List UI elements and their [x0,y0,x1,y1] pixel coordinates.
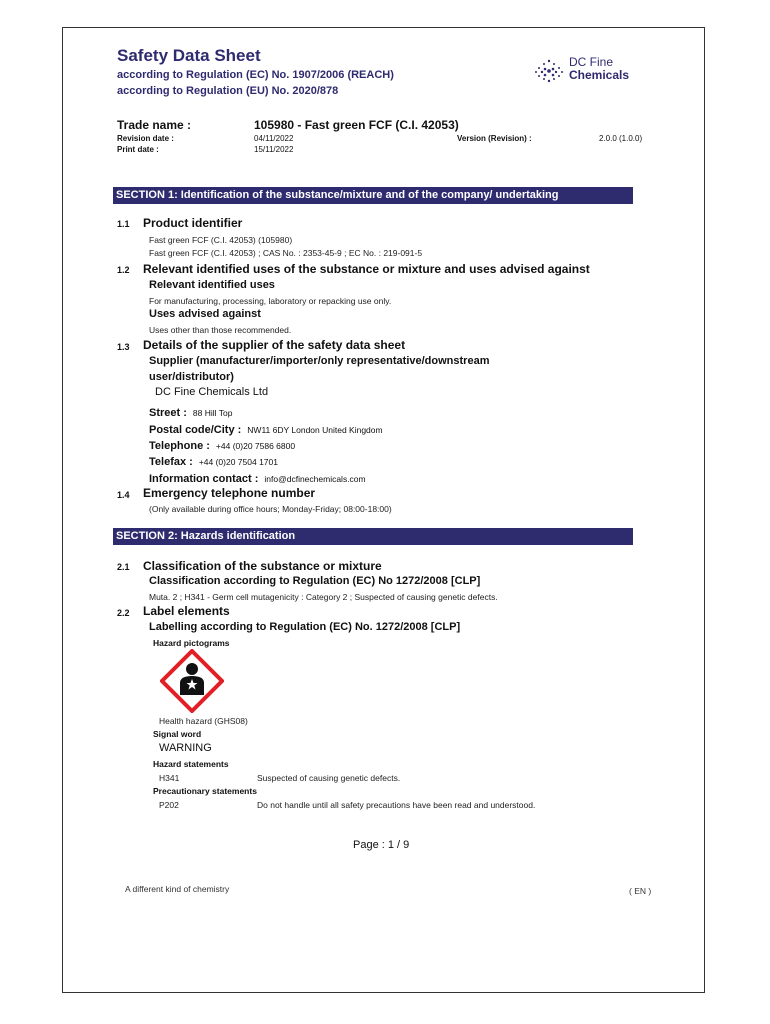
footer-language: ( EN ) [629,886,652,896]
precautionary-statements-label: Precautionary statements [153,786,257,796]
regulation-line-1: according to Regulation (EC) No. 1907/2006 (REACH) [117,69,394,81]
telefax-label: Telefax : [149,456,193,468]
section-1-3-title: Details of the supplier of the safety data sheet [143,338,406,352]
classification-heading: Classification according to Regulation (EC) No 1272/2008 [CLP] [149,575,481,587]
uses-advised-against-text: Uses other than those recommended. [149,325,292,335]
section-1-4-title: Emergency telephone number [143,486,316,500]
company-logo [533,56,653,90]
street-row [149,403,232,421]
footer-tagline: A different kind of chemistry [125,884,230,894]
emergency-hours-text: (Only available during office hours; Monday-Friday; 08:00-18:00) [149,504,392,514]
section-1-1-number: 1.1 [117,219,130,229]
postal-code-value: NW11 6DY London United Kingdom [247,425,383,435]
section-2-2-title: Label elements [143,604,230,618]
logo-text-line-2: Chemicals [569,68,630,82]
section-2-2-number: 2.2 [117,608,130,618]
signal-word-value: WARNING [159,742,212,754]
supplier-heading-line-2: user/distributor) [149,371,234,383]
product-identifier-line-1: Fast green FCF (C.I. 42053) (105980) [149,235,293,245]
relevant-uses-heading: Relevant identified uses [149,279,275,291]
telephone-label: Telephone : [149,440,210,452]
precautionary-statement-text: Do not handle until all safety precautions have been read and understood. [257,800,536,810]
section-1-header: SECTION 1: Identification of the substance/mixture and of the company/ undertaking [113,187,633,204]
postal-code-label: Postal code/City : [149,424,242,436]
telephone-value: +44 (0)20 7586 6800 [215,441,296,451]
trade-name-value: 105980 - Fast green FCF (C.I. 42053) [254,118,459,132]
hazard-statement-text: Suspected of causing genetic defects. [257,773,401,783]
telefax-value: +44 (0)20 7504 1701 [198,457,278,467]
logo-text-line-1: DC Fine [569,55,614,69]
section-1-2-title: Relevant identified uses of the substance or mixture and uses advised against [143,262,590,276]
revision-date-label: Revision date : [117,134,174,143]
logo-dots-icon [533,58,565,84]
version-label: Version (Revision) : [457,134,532,143]
hazard-statements-label: Hazard statements [153,759,229,769]
regulation-line-2: according to Regulation (EU) No. 2020/878 [117,85,339,97]
street-label: Street : [149,407,187,419]
version-value: 2.0.0 (1.0.0) [599,134,643,143]
page-number: Page : 1 / 9 [353,839,410,851]
telefax-row [149,452,278,470]
street-value: 88 Hill Top [192,408,233,418]
relevant-uses-text: For manufacturing, processing, laboratory or repacking use only. [149,296,392,306]
print-date-label: Print date : [117,145,159,154]
section-1-3-number: 1.3 [117,342,130,352]
information-contact-label: Information contact : [149,473,259,485]
information-contact-row [149,469,366,487]
product-identifier-line-2: Fast green FCF (C.I. 42053) ; CAS No. : 2353-45-9 ; EC No. : 219-091-5 [149,248,423,258]
document-page [62,27,705,993]
pictogram-caption: Health hazard (GHS08) [159,716,248,726]
section-1-2-number: 1.2 [117,265,130,275]
supplier-heading-line-1: Supplier (manufacturer/importer/only representative/downstream [149,355,490,367]
section-1-4-number: 1.4 [117,490,130,500]
classification-text: Muta. 2 ; H341 - Germ cell mutagenicity : Category 2 ; Suspected of causing genetic defects. [149,592,498,602]
revision-date-value: 04/11/2022 [254,134,294,143]
hazard-pictograms-label: Hazard pictograms [153,638,230,648]
document-title: Safety Data Sheet [117,46,261,65]
health-hazard-icon [160,649,224,713]
hazard-code: H341 [159,773,180,783]
information-contact-value: info@dcfinechemicals.com [264,474,366,484]
uses-advised-against-heading: Uses advised against [149,308,261,320]
section-2-header: SECTION 2: Hazards identification [113,528,633,545]
signal-word-label: Signal word [153,729,202,739]
print-date-value: 15/11/2022 [254,145,294,154]
precautionary-code: P202 [159,800,179,810]
company-name: DC Fine Chemicals Ltd [155,386,269,398]
section-2-1-title: Classification of the substance or mixture [143,559,382,573]
labelling-heading: Labelling according to Regulation (EC) No. 1272/2008 [CLP] [149,621,461,633]
section-2-1-number: 2.1 [117,562,130,572]
section-1-1-title: Product identifier [143,216,243,230]
trade-name-label: Trade name : [117,118,192,132]
